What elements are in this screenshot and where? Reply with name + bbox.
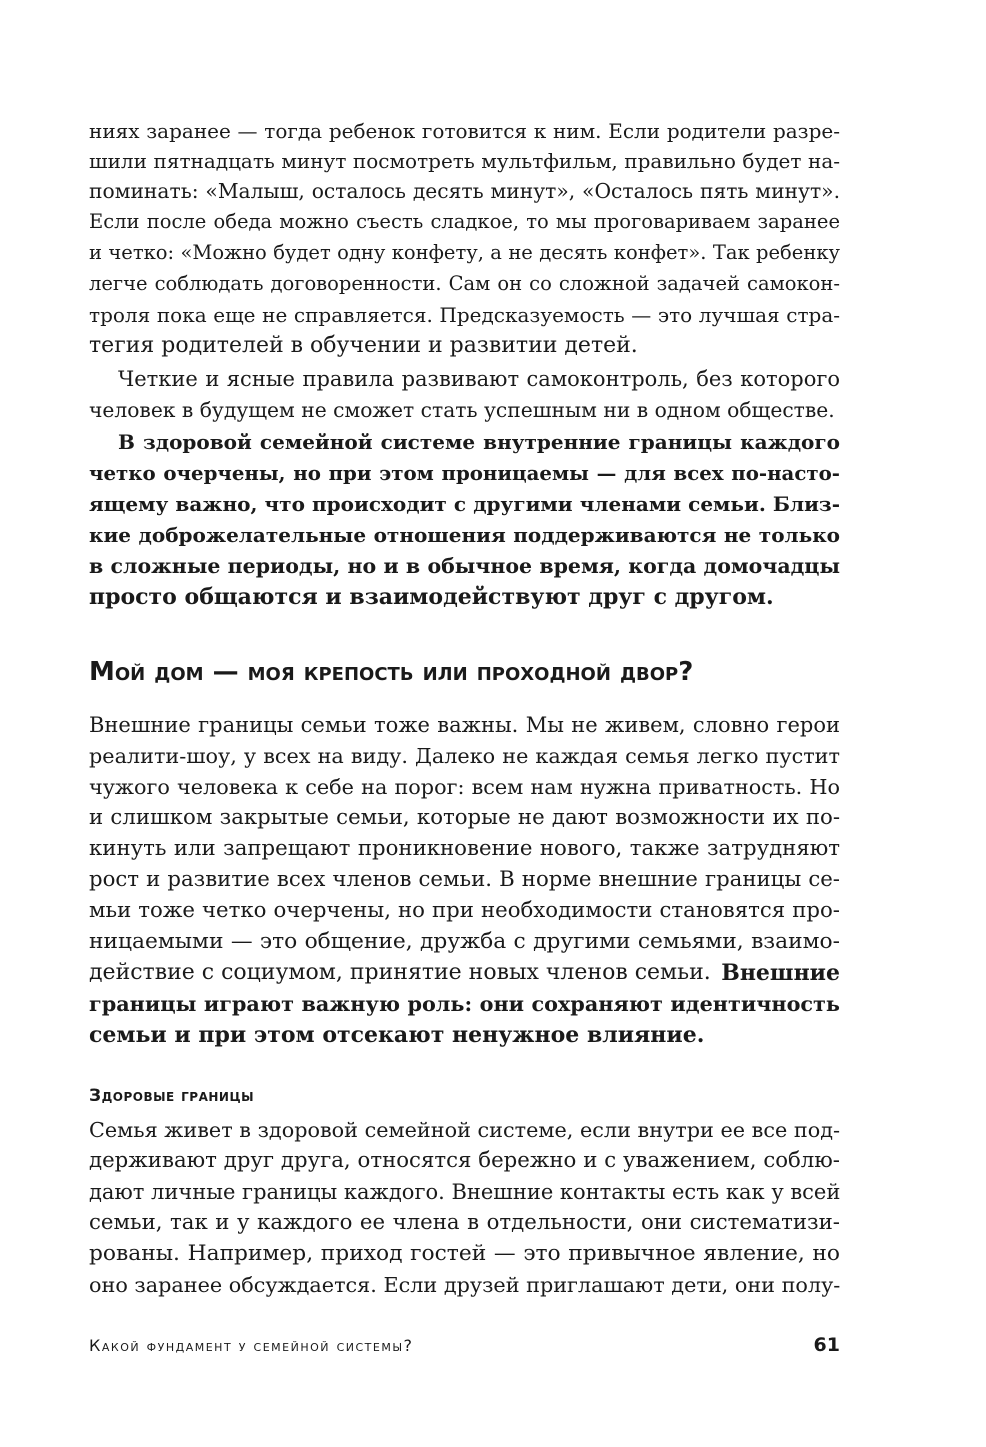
paragraph-line: кинуть или запрещают проникновение нового, также затрудняют — [89, 836, 840, 861]
section-heading: Мой дом — моя крепость или проходной двор? — [89, 657, 694, 687]
paragraph-line: тегия родителей в обучении и развитии детей. — [89, 333, 638, 358]
subsection-heading: Здоровые границы — [89, 1086, 255, 1106]
paragraph-line: Внешние границы семьи тоже важны. Мы не живем, словно герои — [89, 713, 840, 737]
paragraph-line: и слишком закрытые семьи, которые не дают возможности их по- — [89, 805, 840, 830]
paragraph-text: действие с социумом, принятие новых членов семьи. — [89, 960, 711, 985]
bold-paragraph-text: Внешние — [721, 960, 840, 986]
bold-paragraph-line: ящему важно, что происходит с другими членами семьи. Близ- — [89, 492, 840, 516]
paragraph-line: легче соблюдать договоренности. Сам он со сложной задачей самокон- — [89, 272, 840, 295]
paragraph-line: чужого человека к себе на порог: всем нам нужна приватность. Но — [89, 775, 840, 799]
running-footer-title: Какой фундамент у семейной системы? — [89, 1336, 414, 1355]
paragraph-line: оно заранее обсуждается. Если друзей приглашают дети, они полу- — [89, 1273, 841, 1297]
paragraph-line: и четко: «Можно будет одну конфету, а не десять конфет». Так ребенку — [89, 241, 840, 264]
bold-paragraph-line: просто общаются и взаимодействуют друг с другом. — [89, 584, 774, 610]
bold-paragraph-line: семьи и при этом отсекают ненужное влияние. — [89, 1022, 705, 1048]
paragraph-line: рованы. Например, приход гостей — это привычное явление, но — [89, 1241, 840, 1266]
paragraph-line: поминать: «Малыш, осталось десять минут», «Осталось пять минут». — [89, 179, 840, 203]
paragraph-line: держивают друг друга, относятся бережно и с уважением, соблю- — [89, 1148, 840, 1173]
paragraph-line: рост и развитие всех членов семьи. В норме внешние границы се- — [89, 867, 840, 892]
paragraph-line: дают личные границы каждого. Внешние контакты есть как у всей — [89, 1180, 841, 1204]
bold-paragraph-line: четко очерчены, но при этом проницаемы — для всех по-насто- — [89, 461, 840, 485]
bold-paragraph-line: В здоровой семейной системе внутренние границы каждого — [118, 430, 840, 454]
paragraph-line: Если после обеда можно съесть сладкое, то мы проговариваем заранее — [89, 210, 840, 233]
paragraph-line: реалити-шоу, у всех на виду. Далеко не каждая семья легко пустит — [89, 744, 840, 768]
paragraph-line: ниях заранее — тогда ребенок готовится к ним. Если родители разре- — [89, 119, 840, 143]
bold-paragraph-line: границы играют важную роль: они сохраняют идентичность — [89, 992, 840, 1016]
mixed-paragraph-line — [89, 958, 840, 988]
paragraph-line: мьи тоже четко очерчены, но при необходимости становятся про- — [89, 898, 840, 923]
bold-paragraph-line: в сложные периоды, но и в обычное время, когда домочадцы — [89, 554, 840, 578]
paragraph-line: Семья живет в здоровой семейной системе, если внутри ее все под- — [89, 1118, 840, 1142]
bold-paragraph-line: кие доброжелательные отношения поддерживаются не только — [89, 523, 840, 547]
paragraph-line: семьи, так и у каждого ее члена в отдельности, они систематизи- — [89, 1210, 840, 1235]
paragraph-line: шили пятнадцать минут посмотреть мультфильм, правильно будет на- — [89, 149, 840, 173]
paragraph-line: ницаемыми — это общение, дружба с другими семьями, взаимо- — [89, 929, 840, 954]
page-number: 61 — [813, 1334, 840, 1356]
paragraph-line: человек в будущем не сможет стать успешным ни в одном обществе. — [89, 398, 835, 422]
paragraph-line: Четкие и ясные правила развивают самоконтроль, без которого — [118, 367, 840, 391]
paragraph-line: троля пока еще не справляется. Предсказуемость — это лучшая стра- — [89, 303, 840, 327]
